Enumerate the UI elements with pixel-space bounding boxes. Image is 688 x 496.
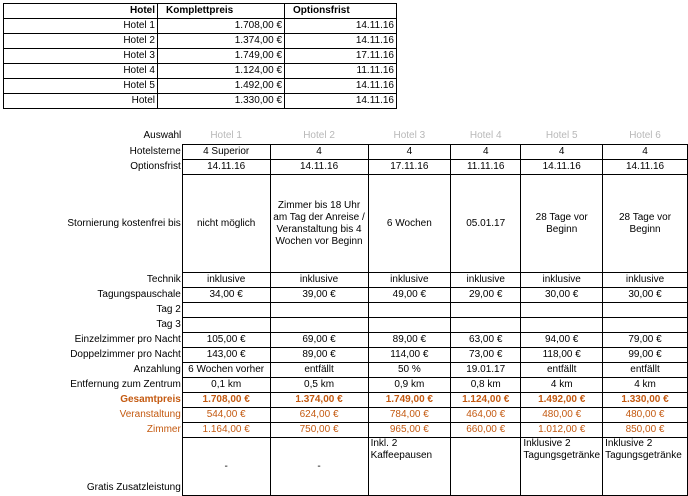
summary-cell-preis[interactable]: 1.492,00 € (158, 79, 285, 94)
cell[interactable]: 1.708,00 € (182, 393, 270, 408)
summary-cell-hotel[interactable]: Hotel 3 (4, 49, 158, 64)
cell[interactable]: 89,00 € (270, 348, 368, 363)
cell[interactable]: 1.164,00 € (182, 423, 270, 438)
cell[interactable]: 39,00 € (270, 288, 368, 303)
cell[interactable] (270, 318, 368, 333)
table-row (3, 393, 688, 408)
summary-header-komplettpreis: Komplettpreis (158, 4, 285, 19)
cell[interactable]: Inklusive 2 Tagungsgetränke (521, 438, 603, 496)
cell[interactable]: 114,00 € (368, 348, 451, 363)
row-label-tagungspauschale: Tagungspauschale (97, 289, 181, 300)
table-row (3, 145, 688, 160)
cell[interactable]: 63,00 € (451, 333, 521, 348)
row-label-einzelzimmer: Einzelzimmer pro Nacht (74, 334, 181, 345)
cell[interactable]: 4 (368, 145, 451, 160)
table-row (4, 19, 397, 34)
summary-cell-frist[interactable]: 14.11.16 (285, 94, 397, 109)
cell[interactable]: Zimmer bis 18 Uhr am Tag der Anreise / Veranstaltung bis 4 Wochen vor Beginn (270, 175, 368, 273)
cell[interactable]: 29,00 € (451, 288, 521, 303)
cell[interactable]: Inklusive 2 Tagungsgetränke (603, 438, 688, 496)
cell[interactable]: 89,00 € (368, 333, 451, 348)
cell[interactable] (521, 318, 603, 333)
summary-cell-preis[interactable]: 1.374,00 € (158, 34, 285, 49)
summary-table (3, 3, 397, 109)
summary-cell-hotel[interactable]: Hotel 1 (4, 19, 158, 34)
table-row (3, 423, 688, 438)
table-row (3, 273, 688, 288)
row-label-doppelzimmer: Doppelzimmer pro Nacht (70, 349, 181, 360)
table-row (3, 408, 688, 423)
cell[interactable]: 624,00 € (270, 408, 368, 423)
cell[interactable]: 105,00 € (182, 333, 270, 348)
table-row (4, 49, 397, 64)
summary-cell-hotel[interactable]: Hotel 2 (4, 34, 158, 49)
row-label-optionsfrist: Optionsfrist (130, 161, 181, 172)
cell[interactable]: 660,00 € (451, 423, 521, 438)
cell[interactable] (182, 318, 270, 333)
table-row (3, 438, 688, 496)
cell[interactable]: - (182, 438, 270, 496)
row-label-gratis: Gratis Zusatzleistung (86, 481, 181, 493)
hotel-column-header[interactable]: Hotel 5 (545, 130, 578, 141)
cell[interactable]: 14.11.16 (270, 160, 368, 175)
cell[interactable]: 480,00 € (603, 408, 688, 423)
cell[interactable]: 14.11.16 (182, 160, 270, 175)
table-row (3, 363, 688, 378)
cell[interactable]: inklusive (270, 273, 368, 288)
table-row (3, 378, 688, 393)
cell[interactable]: nicht möglich (182, 175, 270, 273)
cell[interactable]: 73,00 € (451, 348, 521, 363)
cell[interactable]: 19.01.17 (451, 363, 521, 378)
cell[interactable]: 0,9 km (368, 378, 451, 393)
cell[interactable]: 30,00 € (521, 288, 603, 303)
table-row (3, 303, 688, 318)
row-label-anzahlung: Anzahlung (133, 364, 181, 375)
table-row (4, 64, 397, 79)
cell[interactable]: 28 Tage vor Beginn (603, 175, 688, 273)
summary-cell-hotel[interactable]: Hotel (4, 94, 158, 109)
hotel-column-header[interactable]: Hotel 1 (210, 130, 242, 141)
cell[interactable] (521, 303, 603, 318)
cell[interactable]: 28 Tage vor Beginn (521, 175, 603, 273)
cell[interactable]: 4 km (521, 378, 603, 393)
table-row (3, 288, 688, 303)
cell[interactable]: 750,00 € (270, 423, 368, 438)
table-row (3, 348, 688, 363)
cell[interactable]: inklusive (603, 273, 688, 288)
cell[interactable]: 1.012,00 € (521, 423, 603, 438)
cell[interactable]: 4 Superior (182, 145, 270, 160)
cell[interactable]: 850,00 € (603, 423, 688, 438)
cell[interactable]: 1.330,00 € (603, 393, 688, 408)
table-row (4, 94, 397, 109)
row-label-entfernung: Entfernung zum Zentrum (70, 379, 181, 390)
cell[interactable] (368, 318, 451, 333)
cell[interactable]: 14.11.16 (603, 160, 688, 175)
cell[interactable]: 17.11.16 (368, 160, 451, 175)
cell[interactable] (451, 303, 521, 318)
cell[interactable]: - (270, 438, 368, 496)
table-row (3, 175, 688, 273)
cell[interactable] (270, 303, 368, 318)
summary-header-optionsfrist: Optionsfrist (285, 4, 397, 19)
row-label-stornierung: Stornierung kostenfrei bis (67, 217, 181, 229)
cell[interactable] (451, 438, 521, 496)
hotel-column-header[interactable]: Hotel 4 (469, 130, 502, 141)
cell[interactable]: entfällt (270, 363, 368, 378)
cell[interactable]: 11.11.16 (451, 160, 521, 175)
hotel-column-header[interactable]: Hotel 3 (393, 130, 426, 141)
summary-cell-hotel[interactable]: Hotel 5 (4, 79, 158, 94)
cell[interactable]: 34,00 € (182, 288, 270, 303)
summary-cell-frist[interactable]: 17.11.16 (285, 49, 397, 64)
comparison-table (3, 128, 688, 496)
cell[interactable]: 14.11.16 (521, 160, 603, 175)
cell[interactable]: Inkl. 2 Kaffeepausen (368, 438, 451, 496)
summary-cell-preis[interactable]: 1.124,00 € (158, 64, 285, 79)
cell[interactable]: 4 km (603, 378, 688, 393)
cell[interactable]: 143,00 € (182, 348, 270, 363)
cell[interactable]: 4 (270, 145, 368, 160)
summary-cell-preis[interactable]: 1.330,00 € (158, 94, 285, 109)
hotel-column-header[interactable]: Hotel 6 (629, 130, 661, 141)
summary-cell-preis[interactable]: 1.749,00 € (158, 49, 285, 64)
summary-cell-frist[interactable]: 14.11.16 (285, 19, 397, 34)
cell[interactable]: 6 Wochen vorher (182, 363, 270, 378)
row-label-gesamtpreis: Gesamtpreis (120, 394, 181, 405)
cell[interactable]: 1.749,00 € (368, 393, 451, 408)
cell[interactable] (451, 318, 521, 333)
summary-cell-frist[interactable]: 11.11.16 (285, 64, 397, 79)
row-label-zimmer: Zimmer (146, 424, 181, 435)
cell[interactable]: 1.124,00 € (451, 393, 521, 408)
summary-cell-hotel[interactable]: Hotel 4 (4, 64, 158, 79)
cell[interactable]: entfällt (521, 363, 603, 378)
cell[interactable]: 0,5 km (270, 378, 368, 393)
cell[interactable]: 965,00 € (368, 423, 451, 438)
cell[interactable]: 99,00 € (603, 348, 688, 363)
cell[interactable]: 480,00 € (521, 408, 603, 423)
cell[interactable]: 4 (521, 145, 603, 160)
summary-cell-preis[interactable]: 1.708,00 € (158, 19, 285, 34)
cell[interactable]: inklusive (451, 273, 521, 288)
cell[interactable]: 118,00 € (521, 348, 603, 363)
summary-header-hotel: Hotel (4, 4, 158, 19)
cell[interactable]: 464,00 € (451, 408, 521, 423)
cell[interactable]: 0,1 km (182, 378, 270, 393)
cell[interactable]: 30,00 € (603, 288, 688, 303)
table-row (3, 160, 688, 175)
cell[interactable]: 94,00 € (521, 333, 603, 348)
cell[interactable]: 1.374,00 € (270, 393, 368, 408)
cell[interactable]: 544,00 € (182, 408, 270, 423)
summary-header-row (4, 4, 397, 19)
cell[interactable] (368, 303, 451, 318)
row-label-tag3: Tag 3 (156, 319, 181, 330)
cell[interactable]: 05.01.17 (451, 175, 521, 273)
row-label-hotelsterne: Hotelsterne (129, 146, 181, 157)
table-row (3, 333, 688, 348)
cell[interactable]: 50 % (368, 363, 451, 378)
table-row (3, 318, 688, 333)
cell[interactable]: 79,00 € (603, 333, 688, 348)
cell[interactable]: 0,8 km (451, 378, 521, 393)
hotel-column-header[interactable]: Hotel 2 (303, 130, 335, 141)
cell[interactable] (603, 303, 688, 318)
cell[interactable]: 6 Wochen (368, 175, 451, 273)
cell[interactable]: 4 (451, 145, 521, 160)
cell[interactable] (603, 318, 688, 333)
comparison-header-row (3, 128, 688, 145)
row-label-auswahl: Auswahl (143, 130, 182, 142)
cell[interactable]: 4 (603, 145, 688, 160)
cell[interactable]: entfällt (603, 363, 688, 378)
table-row (4, 34, 397, 49)
row-label-veranstaltung: Veranstaltung (119, 409, 181, 420)
cell[interactable]: 1.492,00 € (521, 393, 603, 408)
cell[interactable]: 784,00 € (368, 408, 451, 423)
summary-cell-frist[interactable]: 14.11.16 (285, 34, 397, 49)
cell[interactable]: 49,00 € (368, 288, 451, 303)
row-label-tag2: Tag 2 (156, 304, 181, 315)
cell[interactable]: 69,00 € (270, 333, 368, 348)
cell[interactable]: inklusive (182, 273, 270, 288)
table-row (4, 79, 397, 94)
cell[interactable] (182, 303, 270, 318)
cell[interactable]: inklusive (521, 273, 603, 288)
cell[interactable]: inklusive (368, 273, 451, 288)
summary-cell-frist[interactable]: 14.11.16 (285, 79, 397, 94)
row-label-technik: Technik (146, 274, 181, 285)
